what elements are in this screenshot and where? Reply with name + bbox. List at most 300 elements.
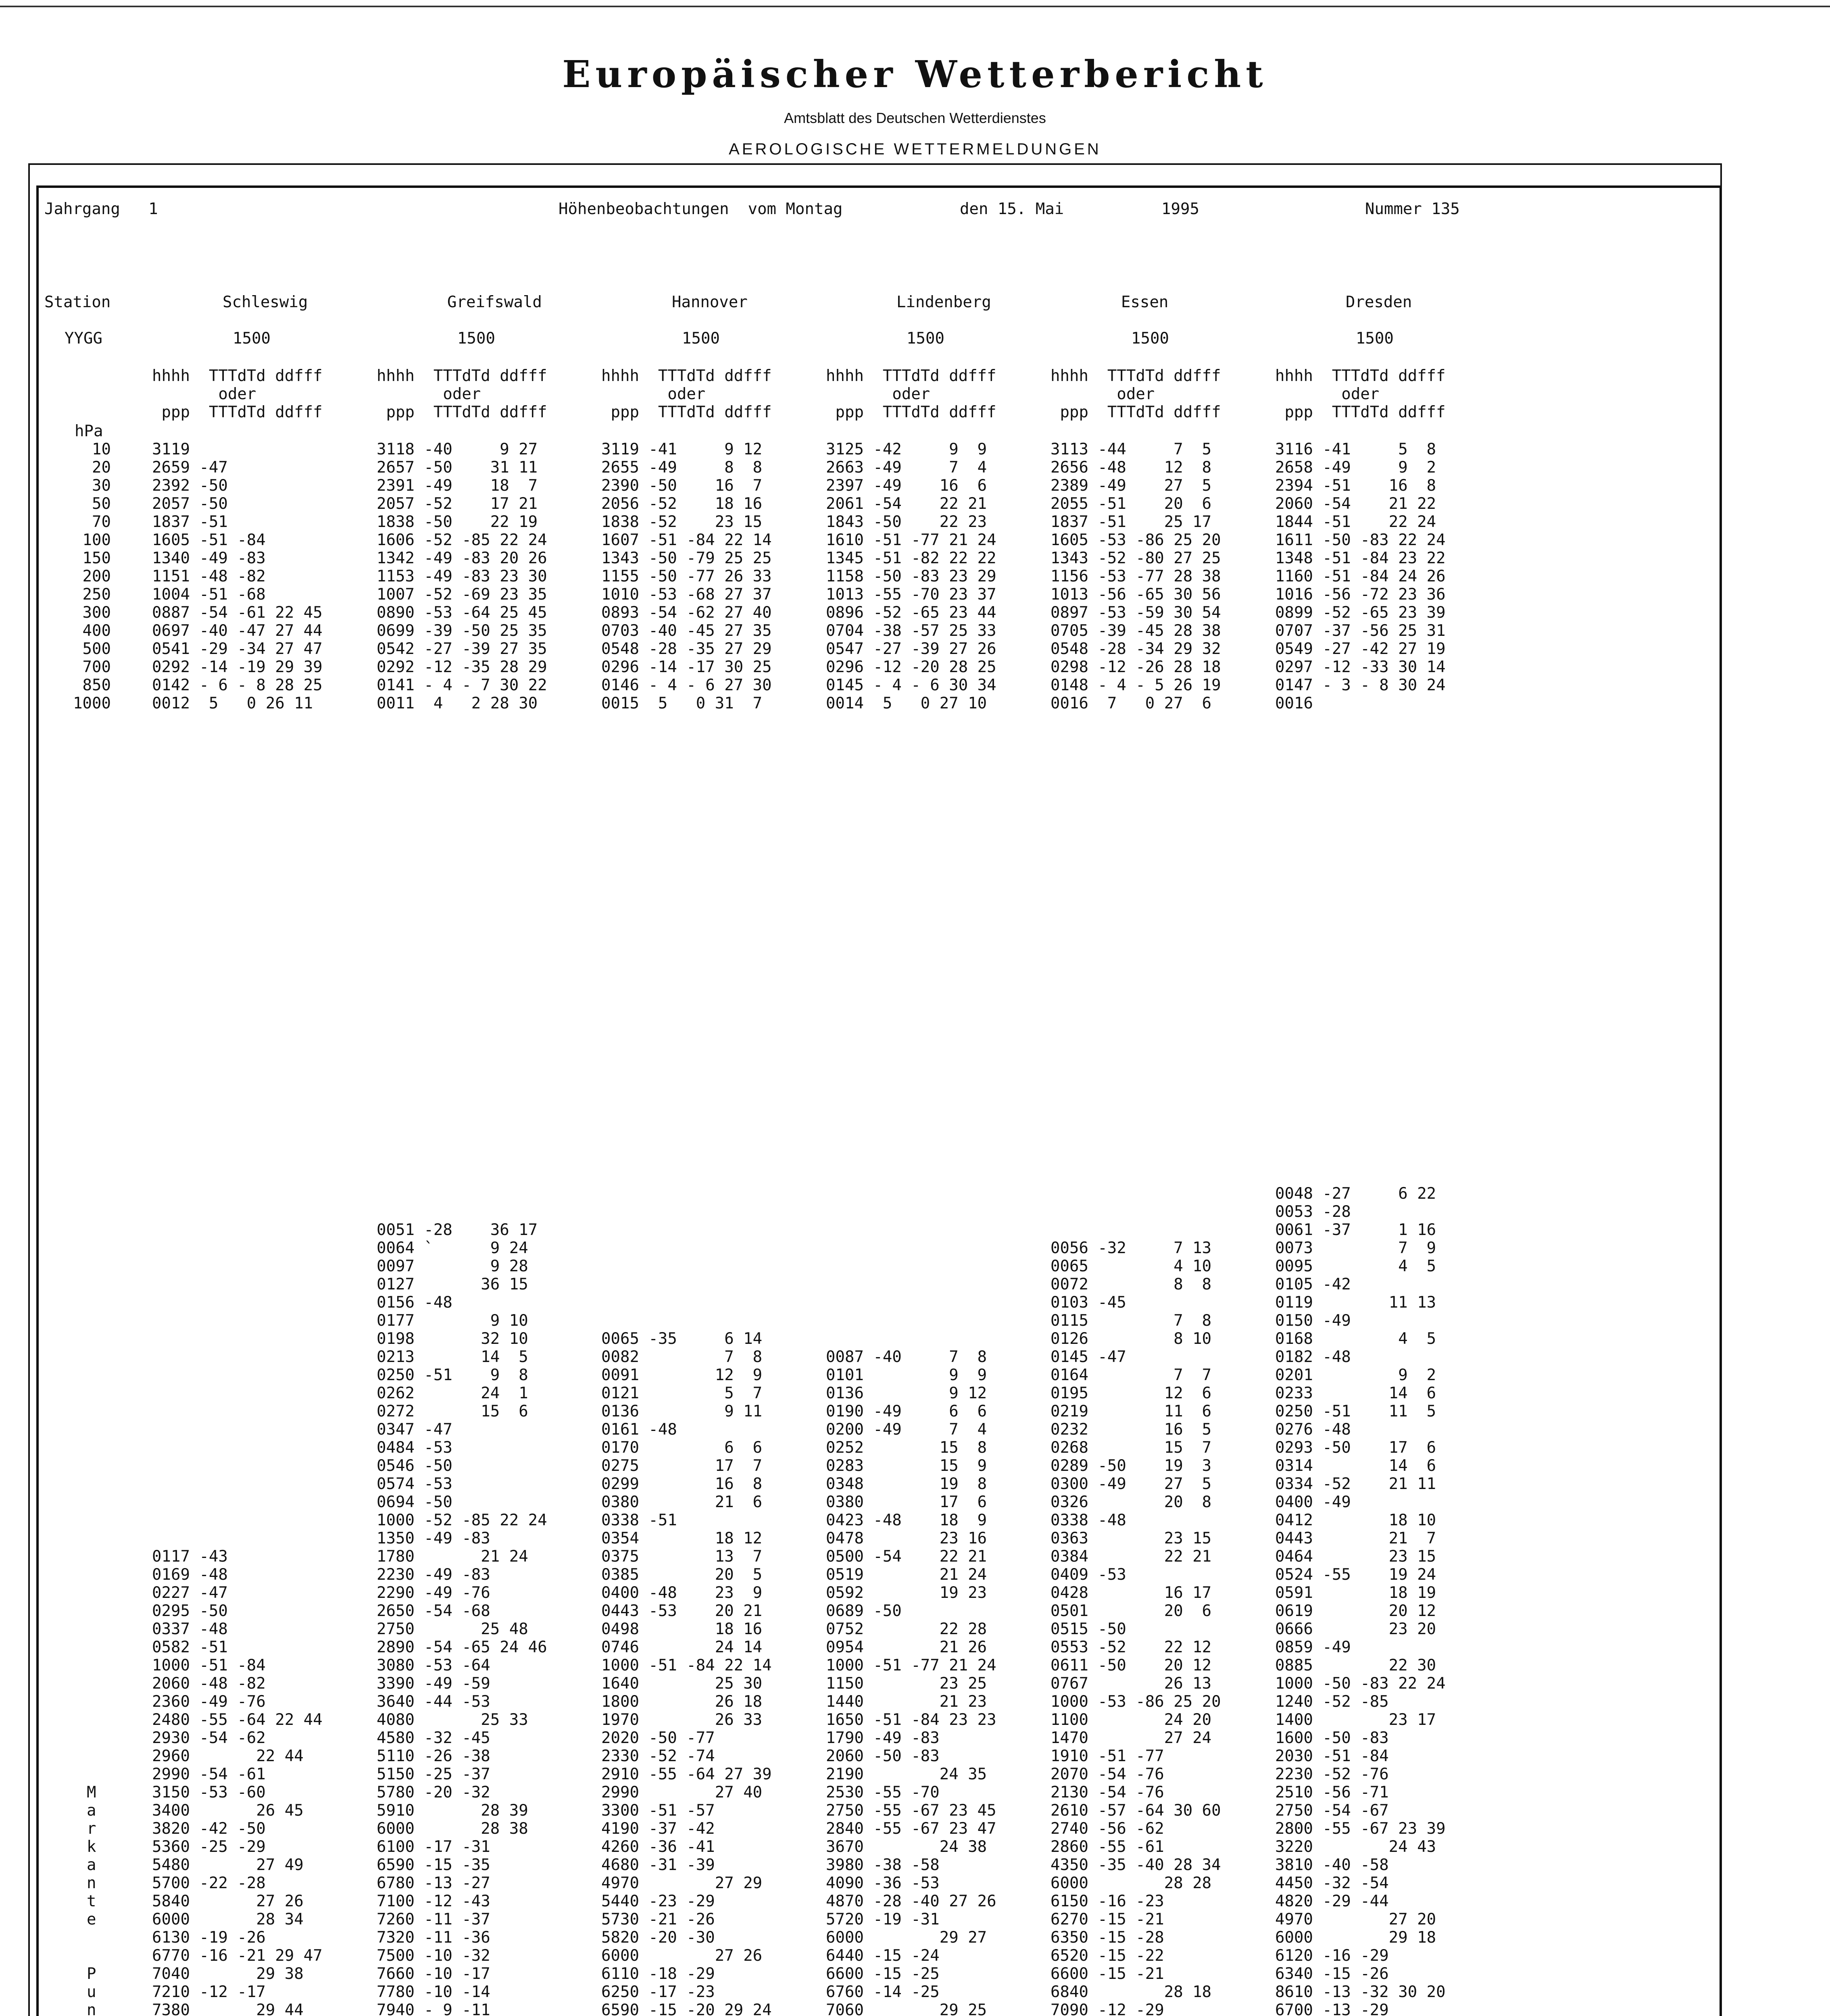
table-cell: 3118 -40 9 27 — [377, 440, 547, 458]
significant-cell: 2930 -54 -62 — [152, 1729, 266, 1747]
table-cell: 1343 -52 -80 27 25 — [1050, 549, 1231, 567]
table-cell: 0014 5 0 27 10 — [826, 694, 996, 712]
significant-cell: 6000 29 18 — [1275, 1929, 1436, 1947]
significant-cell: 0689 -50 — [826, 1602, 902, 1620]
significant-cell: 0082 7 8 — [601, 1348, 763, 1366]
significant-cell: 0484 -53 — [377, 1439, 452, 1457]
significant-cell: 6600 -15 -25 — [826, 1965, 940, 1983]
table-cell: 3125 -42 9 9 — [826, 440, 996, 458]
significant-cell: 0105 -42 — [1275, 1275, 1351, 1293]
table-cell: 2057 -50 — [152, 495, 323, 513]
significant-cell: 0073 7 9 — [1275, 1239, 1436, 1257]
significant-cell: 0097 9 28 — [377, 1257, 528, 1275]
significant-cell: 0268 15 7 — [1050, 1439, 1212, 1457]
significant-cell: 0272 15 6 — [377, 1402, 528, 1420]
station-name: Greifswald — [447, 293, 542, 311]
significant-cell: 0611 -50 20 12 — [1050, 1656, 1212, 1674]
significant-cell: 0219 11 6 — [1050, 1402, 1212, 1420]
significant-cell: 0380 21 6 — [601, 1493, 763, 1511]
significant-cell: 0065 4 10 — [1050, 1257, 1212, 1275]
significant-cell: 1350 -49 -83 — [377, 1529, 490, 1547]
table-cell: 2397 -49 16 6 — [826, 477, 996, 495]
table-cell: 0705 -39 -45 28 38 — [1050, 622, 1231, 640]
table-cell: 0896 -52 -65 23 44 — [826, 604, 1006, 622]
significant-cell: 0101 9 9 — [826, 1366, 987, 1384]
significant-cell: 5910 28 39 — [377, 1801, 528, 1820]
significant-cell: 6110 -18 -29 — [601, 1965, 715, 1983]
table-cell: 0142 - 6 - 8 28 25 — [152, 676, 332, 694]
table-cell: 0542 -27 -39 27 35 — [377, 640, 557, 658]
table-cell: 1345 -51 -82 22 22 — [826, 549, 1006, 567]
significant-cell: 0201 9 2 — [1275, 1366, 1436, 1384]
column-header: ppp TTTdTd ddfff — [1050, 403, 1231, 421]
significant-cell: 2290 -49 -76 — [377, 1584, 490, 1602]
significant-cell: 5480 27 49 — [152, 1856, 304, 1874]
report-year: 1995 — [1161, 200, 1199, 218]
significant-cell: 3670 24 38 — [826, 1838, 987, 1856]
significant-cell: 1650 -51 -84 23 23 — [826, 1711, 996, 1729]
table-cell: 2659 -47 — [152, 458, 323, 477]
pressure-level: 150 — [82, 549, 111, 567]
punkte-letter: n — [87, 2001, 96, 2016]
column-header: oder — [1050, 385, 1231, 403]
significant-cell: 0161 -48 — [601, 1420, 677, 1439]
significant-cell: 6590 -15 -20 29 24 — [601, 2001, 772, 2016]
table-cell: 0292 -14 -19 29 39 — [152, 658, 332, 676]
table-cell: 1160 -51 -84 24 26 — [1275, 567, 1446, 585]
table-cell: 0887 -54 -61 22 45 — [152, 604, 332, 622]
significant-cell: 0443 -53 20 21 — [601, 1602, 763, 1620]
significant-cell: 0500 -54 22 21 — [826, 1547, 987, 1566]
significant-cell: 7500 -10 -32 — [377, 1947, 490, 1965]
significant-cell: 6120 -16 -29 — [1275, 1947, 1389, 1965]
significant-cell: 0072 8 8 — [1050, 1275, 1212, 1293]
significant-cell: 1000 -52 -85 22 24 — [377, 1511, 547, 1529]
significant-cell: 0276 -48 — [1275, 1420, 1351, 1439]
table-cell: 1013 -56 -65 30 56 — [1050, 585, 1231, 604]
table-cell: 1340 -49 -83 — [152, 549, 323, 567]
significant-cell: 0326 20 8 — [1050, 1493, 1212, 1511]
significant-cell: 5780 -20 -32 — [377, 1783, 490, 1801]
jahrgang: Jahrgang 1 — [44, 200, 158, 218]
significant-cell: 2910 -55 -64 27 39 — [601, 1765, 772, 1783]
column-header: hhhh TTTdTd ddfff — [601, 367, 782, 385]
station-time: 1500 — [1356, 329, 1394, 348]
significant-cell: 6440 -15 -24 — [826, 1947, 940, 1965]
significant-cell: 0262 24 1 — [377, 1384, 528, 1402]
significant-cell: 0375 13 7 — [601, 1547, 763, 1566]
significant-cell: 6000 29 27 — [826, 1929, 987, 1947]
significant-cell: 0119 11 13 — [1275, 1293, 1436, 1312]
significant-cell: 1470 27 24 — [1050, 1729, 1212, 1747]
table-cell: 0298 -12 -26 28 18 — [1050, 658, 1231, 676]
significant-cell: 0299 16 8 — [601, 1475, 763, 1493]
significant-cell: 0156 -48 — [377, 1293, 452, 1312]
significant-cell: 6000 27 26 — [601, 1947, 763, 1965]
significant-cell: 7040 29 38 — [152, 1965, 304, 1983]
top-rule — [0, 6, 1830, 7]
hpa-label: hPa — [75, 422, 103, 440]
table-cell: 0547 -27 -39 27 26 — [826, 640, 1006, 658]
significant-cell: 0348 19 8 — [826, 1475, 987, 1493]
page-title: Europäischer Wetterbericht — [562, 52, 1268, 96]
significant-cell: 0338 -51 — [601, 1511, 677, 1529]
significant-cell: 0213 14 5 — [377, 1348, 528, 1366]
significant-cell: 2990 -54 -61 — [152, 1765, 266, 1783]
significant-cell: 1400 23 17 — [1275, 1711, 1436, 1729]
significant-cell: 7090 -12 -29 — [1050, 2001, 1164, 2016]
table-cell: 1607 -51 -84 22 14 — [601, 531, 782, 549]
significant-cell: 1100 24 20 — [1050, 1711, 1212, 1729]
table-cell: 1343 -50 -79 25 25 — [601, 549, 782, 567]
significant-cell: 3220 24 43 — [1275, 1838, 1436, 1856]
markante-letter: n — [87, 1874, 96, 1892]
significant-cell: 0182 -48 — [1275, 1348, 1351, 1366]
significant-cell: 6780 -13 -27 — [377, 1874, 490, 1892]
significant-cell: 1000 -51 -84 — [152, 1656, 266, 1674]
significant-cell: 8610 -13 -32 30 20 — [1275, 1983, 1446, 2001]
column-header: ppp TTTdTd ddfff — [377, 403, 557, 421]
table-cell: 0147 - 3 - 8 30 24 — [1275, 676, 1446, 694]
table-cell: 1606 -52 -85 22 24 — [377, 531, 557, 549]
pressure-level: 400 — [82, 622, 111, 640]
markante-letter: e — [87, 1910, 96, 1929]
significant-cell: 5730 -21 -26 — [601, 1910, 715, 1929]
table-cell: 1605 -51 -84 — [152, 531, 323, 549]
significant-cell: 7660 -10 -17 — [377, 1965, 490, 1983]
significant-cell: 7060 29 25 — [826, 2001, 987, 2016]
page-subtitle: Amtsblatt des Deutschen Wetterdienstes — [784, 110, 1046, 126]
pressure-level: 100 — [82, 531, 111, 549]
column-header: oder — [826, 385, 1006, 403]
significant-cell: 0694 -50 — [377, 1493, 452, 1511]
significant-cell: 1000 -53 -86 25 20 — [1050, 1693, 1221, 1711]
table-cell: 0897 -53 -59 30 54 — [1050, 604, 1231, 622]
table-cell: 0548 -28 -35 27 29 — [601, 640, 782, 658]
significant-cell: 0127 36 15 — [377, 1275, 528, 1293]
significant-cell: 5840 27 26 — [152, 1892, 304, 1910]
significant-cell: 4450 -32 -54 — [1275, 1874, 1389, 1892]
table-cell: 1838 -50 22 19 — [377, 513, 547, 531]
pressure-level: 250 — [82, 585, 111, 604]
significant-cell: 4970 27 20 — [1275, 1910, 1436, 1929]
table-cell: 3113 -44 7 5 — [1050, 440, 1221, 458]
significant-cell: 0121 5 7 — [601, 1384, 763, 1402]
significant-cell: 2840 -55 -67 23 47 — [826, 1820, 996, 1838]
significant-cell: 0051 -28 36 17 — [377, 1221, 538, 1239]
markante-letter: M — [87, 1783, 96, 1801]
significant-cell: 0289 -50 19 3 — [1050, 1457, 1212, 1475]
significant-cell: 0136 9 12 — [826, 1384, 987, 1402]
table-cell: 0141 - 4 - 7 30 22 — [377, 676, 557, 694]
station-label: Station — [44, 293, 111, 311]
significant-cell: 1440 21 23 — [826, 1693, 987, 1711]
significant-cell: 0347 -47 — [377, 1420, 452, 1439]
significant-cell: 3300 -51 -57 — [601, 1801, 715, 1820]
section-title: AEROLOGISCHE WETTERMELDUNGEN — [729, 140, 1101, 158]
column-header: hhhh TTTdTd ddfff — [377, 367, 557, 385]
pressure-level: 500 — [82, 640, 111, 658]
table-cell: 0146 - 4 - 6 27 30 — [601, 676, 782, 694]
significant-cell: 2750 25 48 — [377, 1620, 528, 1638]
significant-cell: 0190 -49 6 6 — [826, 1402, 987, 1420]
significant-cell: 0574 -53 — [377, 1475, 452, 1493]
significant-cell: 0283 15 9 — [826, 1457, 987, 1475]
significant-cell: 1780 21 24 — [377, 1547, 528, 1566]
column-header: ppp TTTdTd ddfff — [1275, 403, 1455, 421]
significant-cell: 6000 28 34 — [152, 1910, 304, 1929]
table-cell: 0016 — [1275, 694, 1313, 712]
significant-cell: 4190 -37 -42 — [601, 1820, 715, 1838]
significant-cell: 0334 -52 21 11 — [1275, 1475, 1436, 1493]
significant-cell: 0064 ` 9 24 — [377, 1239, 528, 1257]
pressure-level: 20 — [92, 458, 111, 477]
table-cell: 1151 -48 -82 — [152, 567, 323, 585]
significant-cell: 6760 -14 -25 — [826, 1983, 940, 2001]
table-cell: 2057 -52 17 21 — [377, 495, 547, 513]
significant-cell: 4580 -32 -45 — [377, 1729, 490, 1747]
significant-cell: 6590 -15 -35 — [377, 1856, 490, 1874]
significant-cell: 6150 -16 -23 — [1050, 1892, 1164, 1910]
significant-cell: 0767 26 13 — [1050, 1674, 1212, 1693]
station-time: 1500 — [1131, 329, 1169, 348]
table-cell: 0703 -40 -45 27 35 — [601, 622, 782, 640]
table-cell: 1342 -49 -83 20 26 — [377, 549, 557, 567]
significant-cell: 0619 20 12 — [1275, 1602, 1436, 1620]
table-cell: 3119 -41 9 12 — [601, 440, 772, 458]
significant-cell: 2230 -49 -83 — [377, 1566, 490, 1584]
markante-letter: t — [87, 1892, 96, 1910]
table-cell: 2060 -54 21 22 — [1275, 495, 1436, 513]
significant-cell: 6270 -15 -21 — [1050, 1910, 1164, 1929]
significant-cell: 0423 -48 18 9 — [826, 1511, 987, 1529]
significant-cell: 2650 -54 -68 — [377, 1602, 490, 1620]
significant-cell: 2480 -55 -64 22 44 — [152, 1711, 323, 1729]
table-cell: 2657 -50 31 11 — [377, 458, 547, 477]
significant-cell: 7100 -12 -43 — [377, 1892, 490, 1910]
table-cell: 0541 -29 -34 27 47 — [152, 640, 332, 658]
significant-cell: 0553 -52 22 12 — [1050, 1638, 1212, 1656]
significant-cell: 0198 32 10 — [377, 1330, 528, 1348]
column-header: hhhh TTTdTd ddfff — [1050, 367, 1231, 385]
significant-cell: 0591 18 19 — [1275, 1584, 1436, 1602]
significant-cell: 1790 -49 -83 — [826, 1729, 940, 1747]
table-cell: 0697 -40 -47 27 44 — [152, 622, 332, 640]
significant-cell: 2750 -55 -67 23 45 — [826, 1801, 996, 1820]
significant-cell: 7380 29 44 — [152, 2001, 304, 2016]
significant-cell: 6130 -19 -26 — [152, 1929, 266, 1947]
significant-cell: 0048 -27 6 22 — [1275, 1185, 1436, 1203]
table-cell: 0704 -38 -57 25 33 — [826, 622, 1006, 640]
pressure-level: 700 — [82, 658, 111, 676]
significant-cell: 2190 24 35 — [826, 1765, 987, 1783]
table-cell: 1837 -51 25 17 — [1050, 513, 1221, 531]
table-cell: 0893 -54 -62 27 40 — [601, 604, 782, 622]
significant-cell: 2030 -51 -84 — [1275, 1747, 1389, 1765]
significant-cell: 0412 18 10 — [1275, 1511, 1436, 1529]
table-cell: 1610 -51 -77 21 24 — [826, 531, 1006, 549]
column-header: ppp TTTdTd ddfff — [826, 403, 1006, 421]
significant-cell: 0250 -51 11 5 — [1275, 1402, 1436, 1420]
table-cell: 2392 -50 — [152, 477, 323, 495]
station-time: 1500 — [682, 329, 720, 348]
table-cell: 0548 -28 -34 29 32 — [1050, 640, 1231, 658]
significant-cell: 5720 -19 -31 — [826, 1910, 940, 1929]
table-cell: 0707 -37 -56 25 31 — [1275, 622, 1446, 640]
significant-cell: 4680 -31 -39 — [601, 1856, 715, 1874]
table-cell: 1843 -50 22 23 — [826, 513, 996, 531]
significant-cell: 0227 -47 — [152, 1584, 228, 1602]
significant-cell: 2990 27 40 — [601, 1783, 763, 1801]
significant-cell: 0409 -53 — [1050, 1566, 1126, 1584]
station-name: Schleswig — [223, 293, 308, 311]
significant-cell: 6700 -13 -29 — [1275, 2001, 1389, 2016]
significant-cell: 0443 21 7 — [1275, 1529, 1436, 1547]
significant-cell: 3810 -40 -58 — [1275, 1856, 1389, 1874]
significant-cell: 0300 -49 27 5 — [1050, 1475, 1212, 1493]
significant-cell: 1910 -51 -77 — [1050, 1747, 1164, 1765]
significant-cell: 7940 - 9 -11 — [377, 2001, 490, 2016]
table-cell: 0699 -39 -50 25 35 — [377, 622, 557, 640]
table-cell: 1605 -53 -86 25 20 — [1050, 531, 1231, 549]
significant-cell: 5150 -25 -37 — [377, 1765, 490, 1783]
significant-cell: 0087 -40 7 8 — [826, 1348, 987, 1366]
table-cell: 0549 -27 -42 27 19 — [1275, 640, 1446, 658]
column-header: oder — [601, 385, 782, 403]
table-cell: 2656 -48 12 8 — [1050, 458, 1221, 477]
report-number: Nummer 135 — [1365, 200, 1460, 218]
significant-cell: 0498 18 16 — [601, 1620, 763, 1638]
station-name: Lindenberg — [896, 293, 991, 311]
significant-cell: 0232 16 5 — [1050, 1420, 1212, 1439]
table-cell: 1013 -55 -70 23 37 — [826, 585, 1006, 604]
significant-cell: 0169 -48 — [152, 1566, 228, 1584]
significant-cell: 3640 -44 -53 — [377, 1693, 490, 1711]
significant-cell: 0385 20 5 — [601, 1566, 763, 1584]
table-cell: 2389 -49 27 5 — [1050, 477, 1221, 495]
significant-cell: 4820 -29 -44 — [1275, 1892, 1389, 1910]
significant-cell: 2800 -55 -67 23 39 — [1275, 1820, 1446, 1838]
table-cell: 0015 5 0 31 7 — [601, 694, 772, 712]
significant-cell: 7780 -10 -14 — [377, 1983, 490, 2001]
column-header: hhhh TTTdTd ddfff — [152, 367, 332, 385]
significant-cell: 1640 25 30 — [601, 1674, 763, 1693]
station-time: 1500 — [233, 329, 271, 348]
significant-cell: 3820 -42 -50 — [152, 1820, 266, 1838]
table-cell: 3119 — [152, 440, 323, 458]
table-cell: 1004 -51 -68 — [152, 585, 323, 604]
significant-cell: 2530 -55 -70 — [826, 1783, 940, 1801]
table-cell: 2394 -51 16 8 — [1275, 477, 1436, 495]
significant-cell: 0885 22 30 — [1275, 1656, 1436, 1674]
significant-cell: 1000 -50 -83 22 24 — [1275, 1674, 1446, 1693]
pressure-level: 10 — [92, 440, 111, 458]
column-header: hhhh TTTdTd ddfff — [826, 367, 1006, 385]
column-header: ppp TTTdTd ddfff — [601, 403, 782, 421]
station-name: Essen — [1121, 293, 1169, 311]
significant-cell: 7320 -11 -36 — [377, 1929, 490, 1947]
significant-cell: 6000 28 38 — [377, 1820, 528, 1838]
significant-cell: 0164 7 7 — [1050, 1366, 1212, 1384]
pressure-level: 200 — [82, 567, 111, 585]
significant-cell: 6100 -17 -31 — [377, 1838, 490, 1856]
station-name: Hannover — [672, 293, 748, 311]
significant-cell: 2060 -48 -82 — [152, 1674, 266, 1693]
markante-letter: a — [87, 1801, 96, 1820]
significant-cell: 0501 20 6 — [1050, 1602, 1212, 1620]
table-cell: 0899 -52 -65 23 39 — [1275, 604, 1446, 622]
significant-cell: 0400 -48 23 9 — [601, 1584, 763, 1602]
table-cell: 1611 -50 -83 22 24 — [1275, 531, 1446, 549]
significant-cell: 0200 -49 7 4 — [826, 1420, 987, 1439]
significant-cell: 7210 -12 -17 — [152, 1983, 266, 2001]
column-header: oder — [1275, 385, 1455, 403]
significant-cell: 2610 -57 -64 30 60 — [1050, 1801, 1221, 1820]
table-cell: 0297 -12 -33 30 14 — [1275, 658, 1446, 676]
significant-cell: 0338 -48 — [1050, 1511, 1126, 1529]
table-cell: 1158 -50 -83 23 29 — [826, 567, 1006, 585]
significant-cell: 0592 19 23 — [826, 1584, 987, 1602]
significant-cell: 0136 9 11 — [601, 1402, 763, 1420]
significant-cell: 0115 7 8 — [1050, 1312, 1212, 1330]
table-cell: 1844 -51 22 24 — [1275, 513, 1436, 531]
table-cell: 1153 -49 -83 23 30 — [377, 567, 557, 585]
markante-letter: a — [87, 1856, 96, 1874]
significant-cell: 0053 -28 — [1275, 1203, 1351, 1221]
significant-cell: 2020 -50 -77 — [601, 1729, 715, 1747]
table-cell: 2658 -49 9 2 — [1275, 458, 1436, 477]
table-cell: 3116 -41 5 8 — [1275, 440, 1436, 458]
pressure-level: 300 — [82, 604, 111, 622]
significant-cell: 0170 6 6 — [601, 1439, 763, 1457]
significant-cell: 4260 -36 -41 — [601, 1838, 715, 1856]
significant-cell: 3080 -53 -64 — [377, 1656, 490, 1674]
table-cell: 1155 -50 -77 26 33 — [601, 567, 782, 585]
table-cell: 2061 -54 22 21 — [826, 495, 996, 513]
markante-letter: k — [87, 1838, 96, 1856]
significant-cell: 0095 4 5 — [1275, 1257, 1436, 1275]
table-cell: 0148 - 4 - 5 26 19 — [1050, 676, 1231, 694]
report-description: Höhenbeobachtungen vom Montag — [559, 200, 843, 218]
table-cell: 0016 7 0 27 6 — [1050, 694, 1221, 712]
significant-cell: 0195 12 6 — [1050, 1384, 1212, 1402]
significant-cell: 0546 -50 — [377, 1457, 452, 1475]
significant-cell: 0293 -50 17 6 — [1275, 1439, 1436, 1457]
significant-cell: 0363 23 15 — [1050, 1529, 1212, 1547]
significant-cell: 2740 -56 -62 — [1050, 1820, 1164, 1838]
pressure-level: 50 — [92, 495, 111, 513]
table-cell: 0012 5 0 26 11 — [152, 694, 323, 712]
table-cell: 1016 -56 -72 23 36 — [1275, 585, 1446, 604]
significant-cell: 0233 14 6 — [1275, 1384, 1436, 1402]
table-cell: 1838 -52 23 15 — [601, 513, 772, 531]
significant-cell: 1000 -51 -77 21 24 — [826, 1656, 996, 1674]
significant-cell: 6840 28 18 — [1050, 1983, 1212, 2001]
significant-cell: 4090 -36 -53 — [826, 1874, 940, 1892]
significant-cell: 1240 -52 -85 — [1275, 1693, 1389, 1711]
table-cell: 2390 -50 16 7 — [601, 477, 772, 495]
significant-cell: 3150 -53 -60 — [152, 1783, 266, 1801]
significant-cell: 4870 -28 -40 27 26 — [826, 1892, 996, 1910]
significant-cell: 1000 -51 -84 22 14 — [601, 1656, 772, 1674]
table-cell: 1010 -53 -68 27 37 — [601, 585, 782, 604]
column-header: oder — [152, 385, 332, 403]
significant-cell: 2330 -52 -74 — [601, 1747, 715, 1765]
significant-cell: 0065 -35 6 14 — [601, 1330, 763, 1348]
significant-cell: 1970 26 33 — [601, 1711, 763, 1729]
significant-cell: 5440 -23 -29 — [601, 1892, 715, 1910]
significant-cell: 0384 22 21 — [1050, 1547, 1212, 1566]
